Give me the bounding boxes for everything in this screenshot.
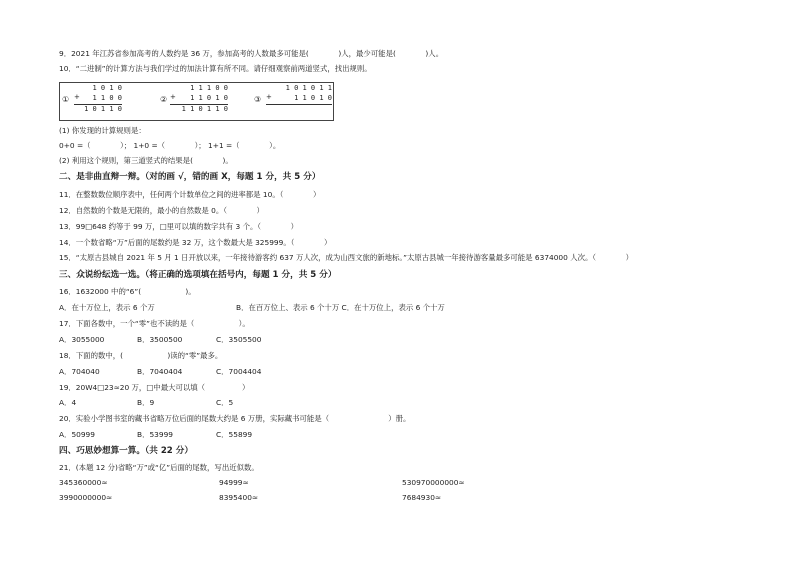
question-18-option-c: C．7004404	[216, 367, 262, 376]
question-21: 21．(本题 12 分)省略“万”或“亿”后面的尾数，写出近似数。	[59, 463, 259, 472]
calc-2-plus-sign: +	[170, 93, 176, 101]
calc-1-sum: 1 0 1 1 0	[74, 104, 122, 115]
question-18-option-a: A．704040	[59, 367, 100, 376]
section-2-heading: 二、是非曲直辩一辩。（对的画 √，错的画 X，每题 1 分，共 5 分）	[59, 172, 321, 182]
calc-3	[266, 84, 332, 115]
calc-1-addend-b: 1 1 0 0	[92, 93, 122, 102]
question-20-option-b: B．53999	[137, 430, 173, 439]
question-19-option-a: A．4	[59, 398, 77, 407]
question-11: 11．在整数数位顺序表中，任何两个计数单位之间的进率都是 10。（ ）	[59, 190, 321, 199]
approx-item-5: 8395400≈	[219, 493, 259, 502]
question-17-option-a: A．3055000	[59, 335, 105, 344]
calc-2	[170, 84, 228, 115]
question-19-option-b: B．9	[137, 398, 155, 407]
section-4-heading: 四、巧思妙想算一算。（共 22 分）	[59, 446, 193, 456]
calc-2-sum: 1 1 0 1 1 0	[170, 104, 228, 115]
question-17-option-b: B．3500500	[137, 335, 183, 344]
question-10-part-1-blanks: 0+0 =（ ）； 1+0 =（ ）； 1+1 =（ ）。	[59, 141, 281, 150]
calc-3-plus-sign: +	[266, 93, 272, 101]
calc-3-sum	[266, 104, 332, 115]
calc-3-mark: ③	[254, 95, 262, 104]
question-10: 10．“二进制”的计算方法与我们学过的加法计算有所不同。请仔细观察前两道竖式，找出规则。	[59, 64, 372, 73]
calc-2-addend-a: 1 1 1 0 0	[190, 84, 228, 92]
calc-3-addend-b: 1 1 0 1 0	[294, 93, 332, 102]
question-12: 12．自然数的个数是无限的，最小的自然数是 0。（ ）	[59, 206, 264, 215]
calc-2-addend-b: 1 1 0 1 0	[190, 93, 228, 102]
question-9: 9．2021 年江苏省参加高考的人数约是 36 万，参加高考的人数最多可能是( )人，最少可能是( )人。	[59, 49, 444, 58]
binary-calculation-box	[59, 82, 334, 121]
question-18-option-b: B．7040404	[137, 367, 183, 376]
question-13: 13．99□648 约等于 99 万，□里可以填的数字共有 3 个。（ ）	[59, 222, 299, 231]
question-20-option-c: C．55899	[216, 430, 253, 439]
question-17: 17．下面各数中，一个“零”也不读的是（ ）。	[59, 319, 250, 328]
question-19-option-c: C．5	[216, 398, 234, 407]
calc-2-mark: ②	[160, 95, 168, 104]
calc-3-addend-a: 1 0 1 0 1 1	[285, 84, 332, 92]
section-3-heading: 三、众说纷纭选一选。（将正确的选项填在括号内，每题 1 分，共 5 分）	[59, 270, 337, 280]
question-16-options: A．在十万位上，表示 6 个万 B．在百万位上、表示 6 个十万 C．在十万位上，表示 6 个十万	[59, 303, 445, 312]
approx-item-6: 7684930≈	[402, 493, 442, 502]
calc-1-plus-sign: +	[74, 93, 80, 101]
question-18: 18．下面的数中，( )读的“零”最多。	[59, 351, 223, 360]
approx-item-4: 3990000000≈	[59, 493, 113, 502]
calc-1-addend-a: 1 0 1 0	[92, 84, 122, 92]
question-10-part-1: (1) 你发现的计算规则是：	[59, 126, 146, 135]
question-20-option-a: A．50999	[59, 430, 95, 439]
question-19: 19．20W4□23≈20 万，□中最大可以填（ ）	[59, 383, 250, 392]
calc-1	[74, 84, 122, 115]
approx-item-3: 530970000000≈	[402, 478, 465, 487]
question-14: 14．一个数省略“万”后面的尾数约是 32 万，这个数最大是 325999。（ ）	[59, 238, 332, 247]
question-16: 16．1632000 中的“6”( )。	[59, 287, 196, 296]
question-17-option-c: C．3505500	[216, 335, 262, 344]
approx-item-2: 94999≈	[219, 478, 249, 487]
approx-item-1: 345360000≈	[59, 478, 108, 487]
question-20: 20．实验小学图书室的藏书省略万位后面的尾数大约是 6 万册，实际藏书可能是（ ）册。	[59, 414, 411, 423]
calc-1-mark: ①	[62, 95, 70, 104]
question-15: 15．“太原古县城自 2021 年 5 月 1 日开放以来，一年接待游客约 637 万人次，成为山西文旅的新地标。”太原古县城一年接待游客量最多可能是 6374000 人次。（ ）	[59, 253, 634, 262]
question-10-part-2: (2) 利用这个规则，第三道竖式的结果是( )。	[59, 156, 233, 165]
